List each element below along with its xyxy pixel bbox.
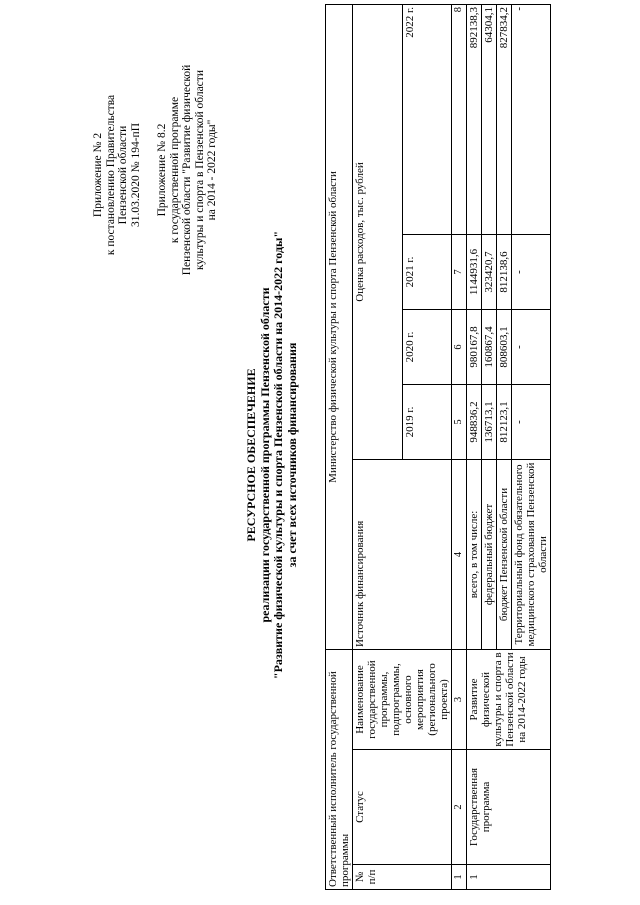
year-2021: 2021 г. — [402, 234, 452, 309]
value-cell: 136713,1 — [482, 384, 497, 459]
value-cell: 323420,7 — [482, 234, 497, 309]
row-source: бюджет Пензенской области — [497, 459, 512, 649]
executor-row — [326, 4, 353, 889]
executor-value: Министерство физической культуры и спорта Пензенской области — [326, 4, 353, 649]
row-status: Государственная программа — [467, 750, 551, 865]
value-cell: 160867,4 — [482, 309, 497, 384]
value-cell: 64304,1 — [482, 4, 497, 234]
row-source: всего, в том числе: — [467, 459, 482, 649]
colnum: 1 — [452, 865, 467, 890]
value-cell: - — [512, 4, 551, 234]
row-num: 1 — [467, 865, 551, 890]
value-cell: 892138,3 — [467, 4, 482, 234]
title-line-2: реализации государственной программы Пензенской области — [257, 287, 272, 623]
year-2022: 2022 г. — [402, 4, 452, 234]
colnum: 2 — [452, 750, 467, 865]
value-cell: 948836,2 — [467, 384, 482, 459]
appendix-sub: Приложение № 8.2 к государственной программе Пензенской области "Развитие физической культуры и спорта в Пензенской области на 2014 - 2022 годы" — [156, 64, 218, 276]
value-cell: 980167,8 — [467, 309, 482, 384]
value-cell: - — [512, 234, 551, 309]
colnum: 3 — [452, 649, 467, 749]
appendix-top: Приложение № 2 к постановлению Правительства Пензенской области 31.03.2020 № 194-пП — [92, 94, 142, 256]
value-cell: 812138,6 — [497, 234, 512, 309]
header-status: Статус — [353, 750, 452, 865]
row-source: Территориальный фонд обязательного медицинского страхования Пензенской области — [512, 459, 551, 649]
header-num: № п/п — [353, 865, 452, 890]
year-2019: 2019 г. — [402, 384, 452, 459]
resource-table — [325, 4, 551, 890]
colnum: 6 — [452, 309, 467, 384]
document-title — [245, 195, 299, 715]
value-cell: - — [512, 384, 551, 459]
value-cell: 827834,2 — [497, 4, 512, 234]
colnum: 7 — [452, 234, 467, 309]
colnum: 4 — [452, 459, 467, 649]
colnum: 5 — [452, 384, 467, 459]
header-source: Источник финансирования — [353, 459, 452, 649]
header-estimate: Оценка расходов, тыс. рублей — [353, 4, 403, 459]
header-row — [353, 4, 403, 889]
title-line-3: "Развитие физической культуры и спорта Пензенской области на 2014-2022 годы" — [271, 230, 285, 680]
value-cell: 808603,1 — [497, 309, 512, 384]
value-cell: - — [512, 309, 551, 384]
colnum: 8 — [452, 4, 467, 234]
value-cell: 1144931,6 — [467, 234, 482, 309]
header-name: Наименование государственной программы, подпрограммы, основного мероприятия (регионального проекта) — [353, 649, 452, 749]
row-source: федеральный бюджет — [482, 459, 497, 649]
row-name: Развитие физической культуры и спорта в Пензенской области на 2014-2022 годы — [467, 649, 551, 749]
year-2020: 2020 г. — [402, 309, 452, 384]
executor-label: Ответственный исполнитель государственной программы — [326, 649, 353, 889]
column-number-row — [452, 4, 467, 889]
title-line-4: за счет всех источников финансирования — [284, 342, 299, 568]
value-cell: 812123,1 — [497, 384, 512, 459]
table-row — [467, 4, 482, 889]
title-line-1: РЕСУРСНОЕ ОБЕСПЕЧЕНИЕ — [244, 368, 258, 542]
